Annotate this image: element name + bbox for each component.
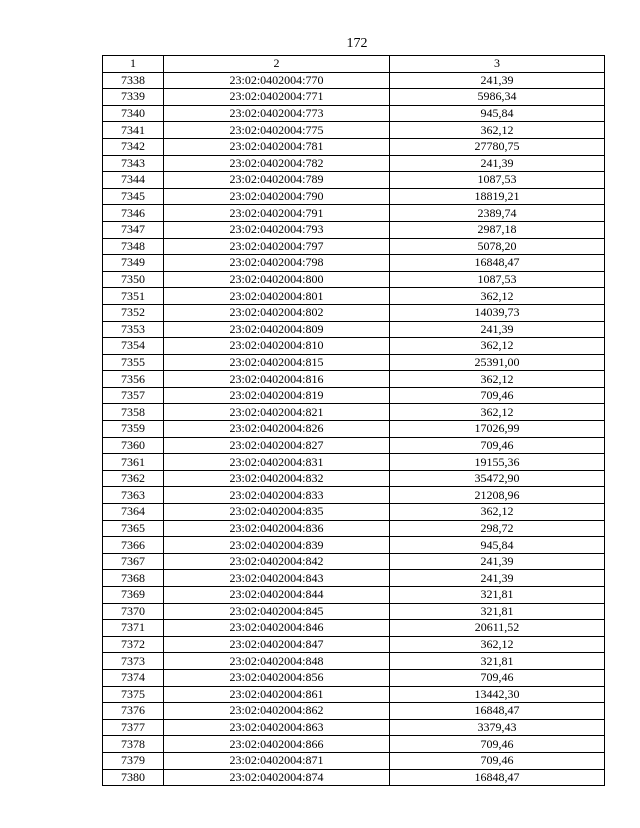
value-cell: 18819,21 <box>390 188 605 205</box>
table-header <box>103 56 605 73</box>
row-number-cell: 7356 <box>103 371 164 388</box>
value-cell: 14039,73 <box>390 304 605 321</box>
cadastral-id-cell: 23:02:0402004:793 <box>164 221 390 238</box>
page-number: 172 <box>346 36 368 51</box>
table-row <box>103 520 605 537</box>
cadastral-id-cell: 23:02:0402004:802 <box>164 304 390 321</box>
table-row <box>103 537 605 554</box>
header-row <box>103 56 605 73</box>
value-cell: 241,39 <box>390 553 605 570</box>
value-cell: 321,81 <box>390 603 605 620</box>
table-row <box>103 321 605 338</box>
cadastral-id-cell: 23:02:0402004:836 <box>164 520 390 537</box>
cadastral-id-cell: 23:02:0402004:842 <box>164 553 390 570</box>
table-row <box>103 105 605 122</box>
row-number-cell: 7339 <box>103 89 164 106</box>
value-cell: 241,39 <box>390 72 605 89</box>
table-row <box>103 89 605 106</box>
cadastral-id-cell: 23:02:0402004:845 <box>164 603 390 620</box>
value-cell: 298,72 <box>390 520 605 537</box>
value-cell: 21208,96 <box>390 487 605 504</box>
row-number-cell: 7353 <box>103 321 164 338</box>
table-row <box>103 570 605 587</box>
table-row <box>103 669 605 686</box>
cadastral-id-cell: 23:02:0402004:781 <box>164 138 390 155</box>
row-number-cell: 7371 <box>103 620 164 637</box>
row-number-cell: 7354 <box>103 338 164 355</box>
cadastral-id-cell: 23:02:0402004:847 <box>164 636 390 653</box>
row-number-cell: 7345 <box>103 188 164 205</box>
cadastral-id-cell: 23:02:0402004:821 <box>164 404 390 421</box>
value-cell: 13442,30 <box>390 686 605 703</box>
table-row <box>103 653 605 670</box>
row-number-cell: 7378 <box>103 736 164 753</box>
value-cell: 241,39 <box>390 155 605 172</box>
value-cell: 5986,34 <box>390 89 605 106</box>
table-row <box>103 271 605 288</box>
table-row <box>103 587 605 604</box>
cadastral-id-cell: 23:02:0402004:815 <box>164 354 390 371</box>
row-number-cell: 7340 <box>103 105 164 122</box>
value-cell: 362,12 <box>390 288 605 305</box>
cadastral-id-cell: 23:02:0402004:819 <box>164 387 390 404</box>
table-row <box>103 371 605 388</box>
parcel-registry-table <box>102 55 605 786</box>
row-number-cell: 7343 <box>103 155 164 172</box>
value-cell: 709,46 <box>390 736 605 753</box>
row-number-cell: 7355 <box>103 354 164 371</box>
row-number-cell: 7348 <box>103 238 164 255</box>
table-row <box>103 752 605 769</box>
cadastral-id-cell: 23:02:0402004:846 <box>164 620 390 637</box>
row-number-cell: 7375 <box>103 686 164 703</box>
cadastral-id-cell: 23:02:0402004:771 <box>164 89 390 106</box>
cadastral-id-cell: 23:02:0402004:773 <box>164 105 390 122</box>
table-row <box>103 304 605 321</box>
value-cell: 16848,47 <box>390 703 605 720</box>
cadastral-id-cell: 23:02:0402004:833 <box>164 487 390 504</box>
row-number-cell: 7365 <box>103 520 164 537</box>
row-number-cell: 7341 <box>103 122 164 139</box>
row-number-cell: 7372 <box>103 636 164 653</box>
value-cell: 27780,75 <box>390 138 605 155</box>
cadastral-id-cell: 23:02:0402004:832 <box>164 470 390 487</box>
table-row <box>103 553 605 570</box>
table-row <box>103 72 605 89</box>
table-row <box>103 238 605 255</box>
row-number-cell: 7359 <box>103 421 164 438</box>
row-number-cell: 7358 <box>103 404 164 421</box>
cadastral-id-cell: 23:02:0402004:782 <box>164 155 390 172</box>
table-row <box>103 686 605 703</box>
table-row <box>103 736 605 753</box>
table-row <box>103 122 605 139</box>
table-row <box>103 487 605 504</box>
row-number-cell: 7349 <box>103 255 164 272</box>
row-number-cell: 7369 <box>103 587 164 604</box>
value-cell: 19155,36 <box>390 454 605 471</box>
cadastral-id-cell: 23:02:0402004:816 <box>164 371 390 388</box>
cadastral-id-cell: 23:02:0402004:871 <box>164 752 390 769</box>
table-row <box>103 470 605 487</box>
column-header-value: 3 <box>390 56 605 73</box>
table-row <box>103 138 605 155</box>
row-number-cell: 7373 <box>103 653 164 670</box>
value-cell: 945,84 <box>390 537 605 554</box>
row-number-cell: 7360 <box>103 437 164 454</box>
row-number-cell: 7377 <box>103 719 164 736</box>
cadastral-id-cell: 23:02:0402004:843 <box>164 570 390 587</box>
row-number-cell: 7350 <box>103 271 164 288</box>
row-number-cell: 7370 <box>103 603 164 620</box>
table-row <box>103 354 605 371</box>
cadastral-id-cell: 23:02:0402004:863 <box>164 719 390 736</box>
table-row <box>103 719 605 736</box>
table-row <box>103 387 605 404</box>
table-row <box>103 255 605 272</box>
cadastral-id-cell: 23:02:0402004:797 <box>164 238 390 255</box>
value-cell: 362,12 <box>390 404 605 421</box>
cadastral-id-cell: 23:02:0402004:770 <box>164 72 390 89</box>
cadastral-id-cell: 23:02:0402004:831 <box>164 454 390 471</box>
value-cell: 16848,47 <box>390 255 605 272</box>
value-cell: 35472,90 <box>390 470 605 487</box>
row-number-cell: 7344 <box>103 172 164 189</box>
table-row <box>103 221 605 238</box>
value-cell: 16848,47 <box>390 769 605 786</box>
value-cell: 1087,53 <box>390 271 605 288</box>
value-cell: 1087,53 <box>390 172 605 189</box>
table-row <box>103 172 605 189</box>
cadastral-id-cell: 23:02:0402004:835 <box>164 504 390 521</box>
table-body <box>103 72 605 786</box>
value-cell: 321,81 <box>390 653 605 670</box>
value-cell: 25391,00 <box>390 354 605 371</box>
table-row <box>103 404 605 421</box>
table-row <box>103 288 605 305</box>
cadastral-id-cell: 23:02:0402004:844 <box>164 587 390 604</box>
cadastral-id-cell: 23:02:0402004:801 <box>164 288 390 305</box>
cadastral-id-cell: 23:02:0402004:848 <box>164 653 390 670</box>
row-number-cell: 7342 <box>103 138 164 155</box>
cadastral-id-cell: 23:02:0402004:800 <box>164 271 390 288</box>
table-row <box>103 437 605 454</box>
cadastral-id-cell: 23:02:0402004:810 <box>164 338 390 355</box>
cadastral-id-cell: 23:02:0402004:789 <box>164 172 390 189</box>
cadastral-id-cell: 23:02:0402004:874 <box>164 769 390 786</box>
value-cell: 20611,52 <box>390 620 605 637</box>
value-cell: 5078,20 <box>390 238 605 255</box>
cadastral-id-cell: 23:02:0402004:798 <box>164 255 390 272</box>
cadastral-id-cell: 23:02:0402004:775 <box>164 122 390 139</box>
cadastral-id-cell: 23:02:0402004:826 <box>164 421 390 438</box>
value-cell: 709,46 <box>390 437 605 454</box>
value-cell: 709,46 <box>390 387 605 404</box>
row-number-cell: 7363 <box>103 487 164 504</box>
table-row <box>103 338 605 355</box>
row-number-cell: 7379 <box>103 752 164 769</box>
row-number-cell: 7374 <box>103 669 164 686</box>
value-cell: 2389,74 <box>390 205 605 222</box>
value-cell: 3379,43 <box>390 719 605 736</box>
table-row <box>103 454 605 471</box>
cadastral-id-cell: 23:02:0402004:839 <box>164 537 390 554</box>
row-number-cell: 7368 <box>103 570 164 587</box>
row-number-cell: 7351 <box>103 288 164 305</box>
value-cell: 17026,99 <box>390 421 605 438</box>
table-row <box>103 620 605 637</box>
value-cell: 362,12 <box>390 504 605 521</box>
table-row <box>103 703 605 720</box>
row-number-cell: 7357 <box>103 387 164 404</box>
table-row <box>103 769 605 786</box>
row-number-cell: 7361 <box>103 454 164 471</box>
table-row <box>103 636 605 653</box>
table-row <box>103 155 605 172</box>
value-cell: 945,84 <box>390 105 605 122</box>
value-cell: 321,81 <box>390 587 605 604</box>
table-row <box>103 504 605 521</box>
row-number-cell: 7347 <box>103 221 164 238</box>
value-cell: 709,46 <box>390 752 605 769</box>
row-number-cell: 7376 <box>103 703 164 720</box>
value-cell: 362,12 <box>390 338 605 355</box>
cadastral-id-cell: 23:02:0402004:790 <box>164 188 390 205</box>
table-row <box>103 188 605 205</box>
cadastral-id-cell: 23:02:0402004:861 <box>164 686 390 703</box>
value-cell: 362,12 <box>390 122 605 139</box>
row-number-cell: 7338 <box>103 72 164 89</box>
table-row <box>103 603 605 620</box>
value-cell: 241,39 <box>390 570 605 587</box>
value-cell: 2987,18 <box>390 221 605 238</box>
value-cell: 362,12 <box>390 371 605 388</box>
table-row <box>103 421 605 438</box>
value-cell: 709,46 <box>390 669 605 686</box>
value-cell: 241,39 <box>390 321 605 338</box>
cadastral-id-cell: 23:02:0402004:856 <box>164 669 390 686</box>
row-number-cell: 7367 <box>103 553 164 570</box>
column-header-number: 1 <box>103 56 164 73</box>
row-number-cell: 7366 <box>103 537 164 554</box>
cadastral-id-cell: 23:02:0402004:791 <box>164 205 390 222</box>
row-number-cell: 7364 <box>103 504 164 521</box>
cadastral-id-cell: 23:02:0402004:862 <box>164 703 390 720</box>
row-number-cell: 7362 <box>103 470 164 487</box>
row-number-cell: 7346 <box>103 205 164 222</box>
cadastral-id-cell: 23:02:0402004:827 <box>164 437 390 454</box>
table-row <box>103 205 605 222</box>
row-number-cell: 7380 <box>103 769 164 786</box>
value-cell: 362,12 <box>390 636 605 653</box>
column-header-cadastral-id: 2 <box>164 56 390 73</box>
cadastral-id-cell: 23:02:0402004:866 <box>164 736 390 753</box>
row-number-cell: 7352 <box>103 304 164 321</box>
cadastral-id-cell: 23:02:0402004:809 <box>164 321 390 338</box>
